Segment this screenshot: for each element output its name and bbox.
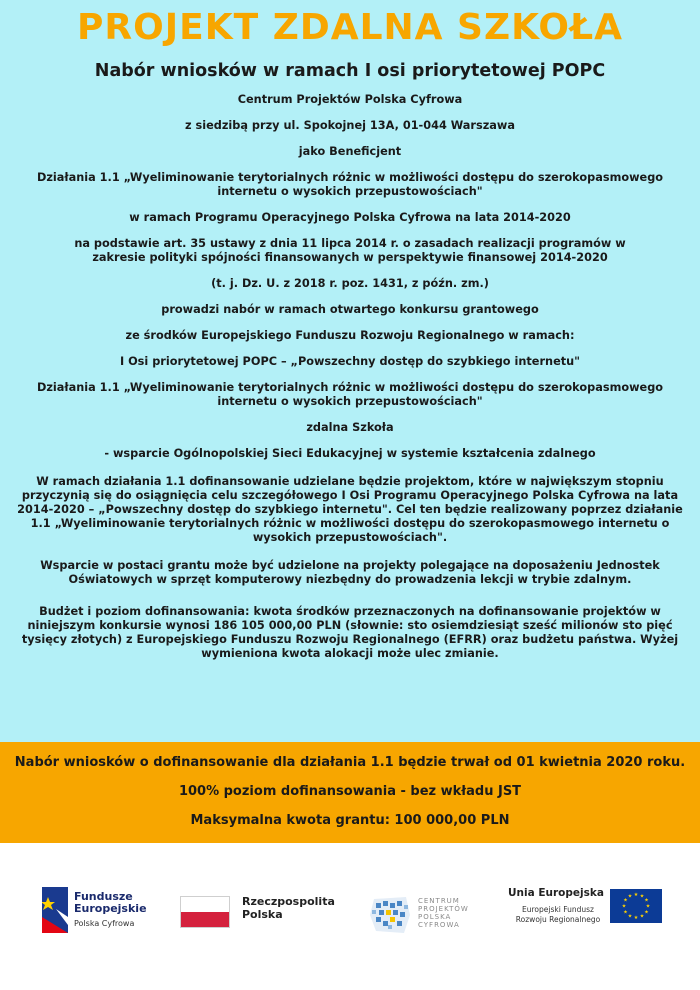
action-description-2: Działania 1.1 „Wyeliminowanie terytorialnych różnic w możliwości dostępu do szerokopasmowego internetu o wysokich przepustowościach" — [36, 381, 664, 408]
legal-basis: na podstawie art. 35 ustawy z dnia 11 lipca 2014 r. o zasadach realizacji programów w zakresie polityki spójności finansowanych w perspektywie finansowej 2014-2020 — [74, 237, 626, 264]
competition-line: prowadzi nabór w ramach otwartego konkursu grantowego — [161, 303, 539, 316]
cppc-logo — [368, 887, 478, 939]
svg-text:★: ★ — [639, 893, 645, 900]
rzeczpospolita-polska-logo — [180, 887, 335, 939]
unia-europejska-title: Unia Europejska — [508, 887, 604, 899]
svg-text:★: ★ — [623, 909, 628, 916]
highlight-band — [0, 742, 700, 843]
fundusze-europejskie-name: Fundusze Europejskie — [74, 890, 147, 915]
funding-source: ze środków Europejskiego Funduszu Rozwoju Regionalnego w ramach: — [125, 329, 575, 342]
svg-text:★: ★ — [639, 913, 645, 920]
svg-text:★: ★ — [621, 903, 627, 910]
paragraph-goal: W ramach działania 1.1 dofinansowanie udzielane będzie projektom, które w największym stopniu przyczynią się do osiągnięcia celu szczegółowego I Osi Programu Operacyjnego Polska Cyfrowa na lata 2014-2020 – „Powszechny dostęp do szybkiego internetu". Cel ten będzie realizowany poprzez działanie 1.1 „Wyeliminowanie terytorialnych różnic w możliwości dostępu do szerokopasmowego internetu o wysokich przepustowościach". — [17, 475, 683, 544]
svg-text:★: ★ — [627, 913, 633, 920]
svg-text:★: ★ — [633, 892, 639, 898]
band-funding-level: 100% poziom dofinansowania - bez wkładu JST — [178, 784, 522, 799]
eu-flag-icon — [610, 889, 662, 923]
fundusze-europejskie-sub: Polska Cyfrowa — [74, 919, 135, 928]
unia-europejska-logo — [508, 887, 663, 939]
svg-text:★: ★ — [633, 915, 639, 921]
svg-text:★: ★ — [644, 897, 649, 904]
beneficiary-name: Centrum Projektów Polska Cyfrowa — [237, 93, 463, 106]
unia-europejska-sub: Europejski Fundusz Rozwoju Regionalnego — [515, 905, 601, 924]
logo-footer — [0, 843, 700, 990]
svg-text:★: ★ — [627, 893, 633, 900]
paragraph-support: Wsparcie w postaci grantu może być udzielone na projekty polegające na doposażeniu Jednostek Oświatowych w sprzęt komputerowy niezbędny do prowadzenia lekcji w trybie zdalnym. — [40, 559, 660, 586]
program-line: w ramach Programu Operacyjnego Polska Cyfrowa na lata 2014-2020 — [129, 211, 571, 224]
cppc-name: CENTRUM PROJEKTÓW POLSKA CYFROWA — [418, 897, 469, 929]
project-purpose: - wsparcie Ogólnopolskiej Sieci Edukacyjnej w systemie kształcenia zdalnego — [104, 447, 596, 460]
project-name: zdalna Szkoła — [306, 421, 394, 434]
poster-subtitle: Nabór wniosków w ramach I osi priorytetowej POPC — [94, 61, 606, 81]
svg-text:★: ★ — [644, 909, 649, 916]
beneficiary-address: z siedzibą przy ul. Spokojnej 13A, 01-044 Warszawa — [184, 119, 515, 132]
fundusze-europejskie-logo — [42, 887, 157, 939]
paragraph-budget: Budżet i poziom dofinansowania: kwota środków przeznaczonych na dofinansowanie projektów w niniejszym konkursie wynosi 186 105 000,00 PLN (słownie: sto osiemdziesiąt sześć milionów sto pięć tysięcy złotych) z Europejskiego Funduszu Rozwoju Regionalnego (EFRR) oraz budżetu państwa. Wyżej wymieniona kwota alokacji może ulec zmianie. — [21, 605, 679, 660]
poster-title: PROJEKT ZDALNA SZKOŁA — [77, 7, 623, 48]
rzeczpospolita-polska-name: Rzeczpospolita Polska — [242, 895, 335, 921]
action-description-1: Działania 1.1 „Wyeliminowanie terytorialnych różnic w możliwości dostępu do szerokopasmowego internetu o wysokich przepustowościach" — [36, 171, 664, 198]
svg-text:★: ★ — [645, 903, 651, 910]
polish-flag-icon — [180, 896, 230, 928]
band-deadline: Nabór wniosków o dofinansowanie dla działania 1.1 będzie trwał od 01 kwietnia 2020 roku. — [14, 755, 686, 770]
legal-reference: (t. j. Dz. U. z 2018 r. poz. 1431, z późn. zm.) — [211, 277, 489, 290]
fundusze-europejskie-mark-icon — [42, 887, 68, 933]
beneficiary-role: jako Beneficjent — [298, 145, 402, 158]
cppc-map-icon — [368, 895, 412, 935]
priority-axis: I Osi priorytetowej POPC – „Powszechny dostęp do szybkiego internetu" — [119, 355, 581, 368]
band-max-grant: Maksymalna kwota grantu: 100 000,00 PLN — [190, 813, 510, 828]
svg-text:★: ★ — [623, 897, 628, 904]
